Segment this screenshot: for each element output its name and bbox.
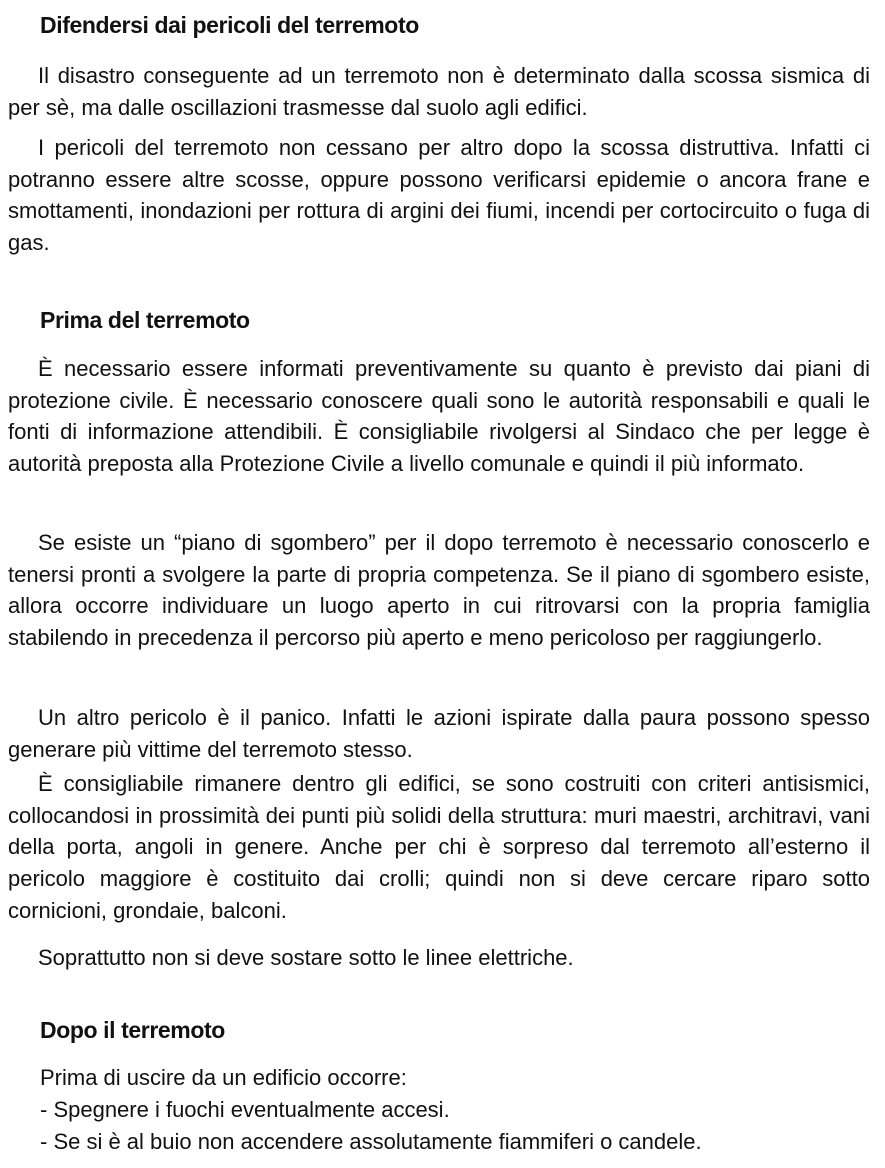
paragraph-linee-elettriche: Soprattutto non si deve sostare sotto le linee elettriche. [38,945,574,970]
section-heading-difendersi: Difendersi dai pericoli del terremoto [40,12,419,38]
paragraph-edifici: È consigliabile rimanere dentro gli edifici, se sono costruiti con criteri antisismici, collocandosi in prossimità dei punti più solidi della struttura: muri maestri, architravi, vani della porta, angoli in genere. Anche per chi è sorpreso dal terremoto all’esterno il pericolo maggiore è costituito dai crolli; quindi non si deve cercare riparo sotto cornicioni, grondaie, balconi. [8,771,870,923]
section-heading-prima: Prima del terremoto [40,307,250,333]
paragraph-disastro: Il disastro conseguente ad un terremoto non è determinato dalla scossa sismica di per sè, ma dalle oscillazioni trasmesse dal suolo agli edifici. [8,63,870,120]
list-item-fuochi: - Spegnere i fuochi eventualmente accesi. [40,1097,450,1122]
paragraph-informati: È necessario essere informati preventivamente su quanto è previsto dai piani di protezione civile. È necessario conoscere quali sono le autorità responsabili e quali le fonti di informazione attendibili. È consigliabile rivolgersi al Sindaco che per legge è autorità preposta alla Protezione Civile a livello comunale e quindi il più informato. [8,356,870,477]
paragraph-pericoli: I pericoli del terremoto non cessano per altro dopo la scossa distruttiva. Infatti ci potranno essere altre scosse, oppure possono verificarsi epidemie o ancora frane e smottamenti, inondazioni per rottura di argini dei fiumi, incendi per cortocircuito o fuga di gas. [8,135,870,256]
paragraph-panico: Un altro pericolo è il panico. Infatti le azioni ispirate dalla paura possono spesso generare più vittime del terremoto stesso. [8,705,870,762]
list-item-buio: - Se si è al buio non accendere assolutamente fiammiferi o candele. [40,1129,702,1154]
section-heading-dopo: Dopo il terremoto [40,1017,225,1043]
intro-line: Prima di uscire da un edificio occorre: [40,1065,407,1090]
paragraph-piano-sgombero: Se esiste un “piano di sgombero” per il dopo terremoto è necessario conoscerlo e tenersi pronti a svolgere la parte di propria competenza. Se il piano di sgombero esiste, allora occorre individuare un luogo aperto in cui ritrovarsi con la propria famiglia stabilendo in precedenza il percorso più aperto e meno pericoloso per raggiungerlo. [8,530,870,651]
